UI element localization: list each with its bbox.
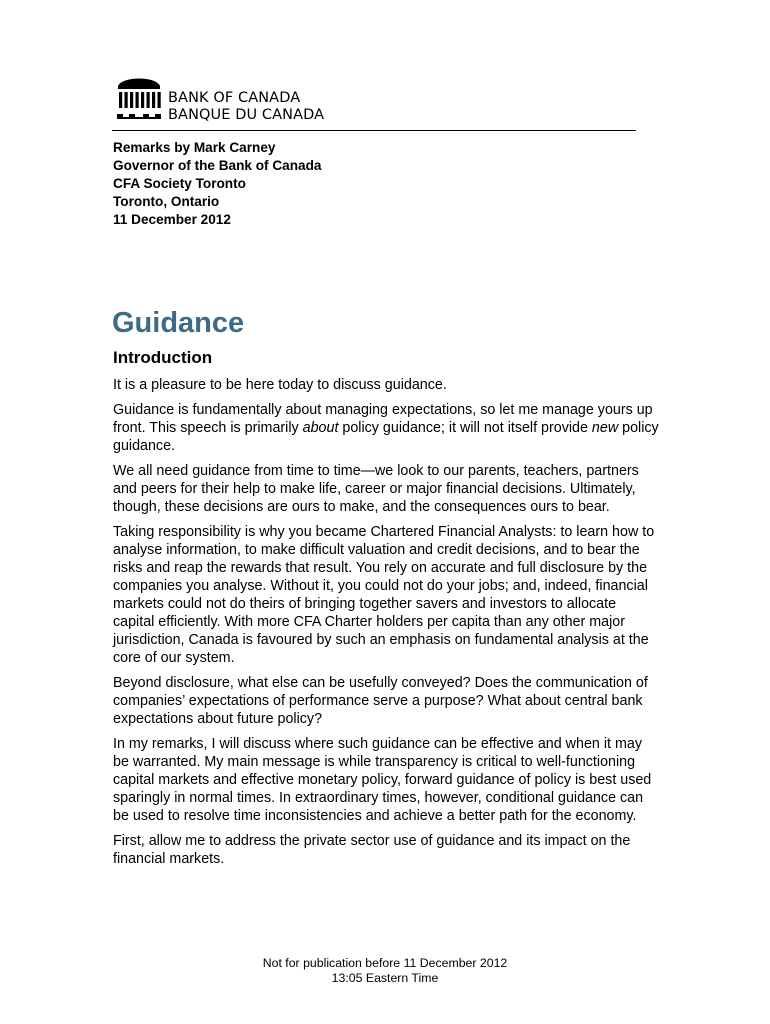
speech-info-block — [113, 139, 321, 229]
speech-body — [113, 376, 661, 875]
paragraph-2-text-a: Guidance is fundamentally about managing expectations, so let me manage yours up front. This speech is primarily — [113, 402, 653, 436]
position-line: Governor of the Bank of Canada — [113, 158, 322, 173]
paragraph-6: In my remarks, I will discuss where such guidance can be effective and when it may be warranted. My main message is while transparency is critical to well-functioning capital markets and effective monetary policy, forward guidance of policy is best used sparingly in normal times. In extraordinary times, however, conditional guidance can be used to resolve time inconsistencies and achieve a better path for the economy. — [113, 736, 652, 824]
logo-line-english: BANK OF CANADA — [168, 90, 301, 106]
date-line: 11 December 2012 — [113, 212, 231, 227]
paragraph-2-emphasis-new: new — [591, 420, 619, 436]
paragraph-2 — [113, 401, 661, 455]
paragraph-2-emphasis-about: about — [302, 420, 339, 436]
speaker-line: Remarks by Mark Carney — [113, 140, 276, 155]
paragraph-3: We all need guidance from time to time—we look to our parents, teachers, partners and peers for their help to make life, career or major financial decisions. Ultimately, though, these decisions are ours to make, and the consequences ours to bear. — [113, 463, 639, 515]
header-divider — [112, 130, 636, 131]
paragraph-4: Taking responsibility is why you became Chartered Financial Analysts: to learn how to analyse information, to make difficult valuation and credit decisions, and to bear the risks and reap the rewards that result. You rely on accurate and full disclosure by the companies you analyse. Without it, you could not do your jobs; and, indeed, financial markets could not do theirs of bringing together savers and investors to allocate capital efficiently. With more CFA Charter holders per capita than any other major jurisdiction, Canada is favoured by such an emphasis on fundamental analysis at the core of our system. — [113, 524, 655, 666]
bank-of-canada-logo — [114, 72, 354, 124]
paragraph-5: Beyond disclosure, what else can be usefully conveyed? Does the communication of companies’ expectations of performance serve a purpose? What about central bank expectations about future policy? — [113, 675, 648, 727]
paragraph-2-text-b: policy guidance; it will not itself provide — [338, 420, 592, 436]
location-line: Toronto, Ontario — [113, 194, 220, 209]
venue-line: CFA Society Toronto — [113, 176, 246, 191]
paragraph-2-text-c: policy guidance. — [113, 420, 659, 454]
paragraph-1: It is a pleasure to be here today to discuss guidance. — [113, 377, 447, 393]
embargo-time: 13:05 Eastern Time — [331, 971, 439, 985]
publication-footer — [0, 956, 770, 986]
logo-wordmark — [168, 90, 324, 124]
logo-line-french: BANQUE DU CANADA — [168, 107, 325, 123]
bank-building-icon — [114, 72, 164, 122]
section-heading: Introduction — [113, 348, 213, 367]
embargo-line: Not for publication before 11 December 2012 — [262, 956, 508, 970]
page-title: Guidance — [112, 307, 245, 339]
paragraph-7: First, allow me to address the private sector use of guidance and its impact on the financial markets. — [113, 833, 631, 867]
